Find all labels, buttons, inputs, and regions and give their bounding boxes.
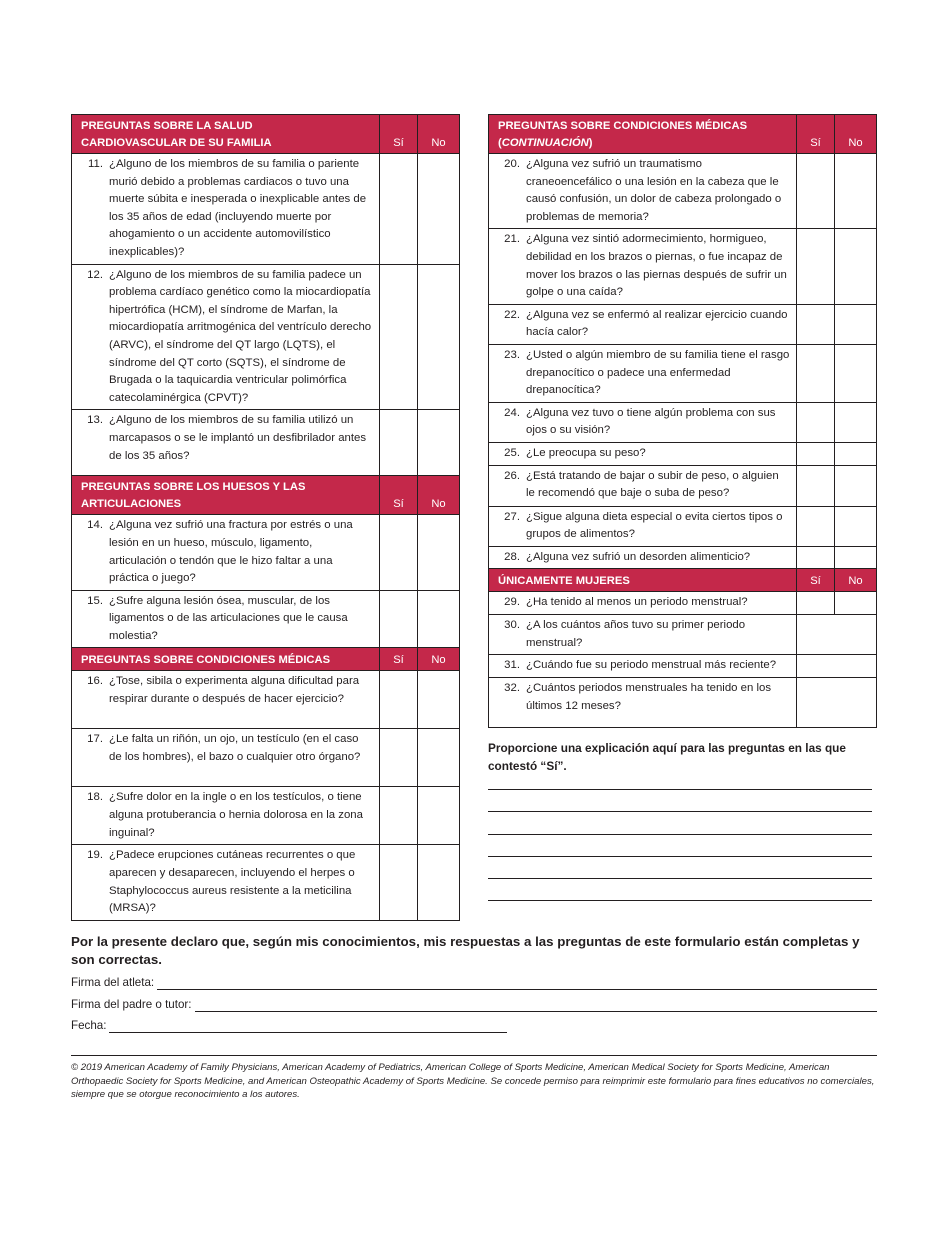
yes-checkbox[interactable] [797, 465, 835, 506]
question-row [489, 465, 877, 506]
question-row [489, 506, 877, 546]
question-row [72, 154, 460, 265]
question-text: ¿Sigue alguna dieta especial o evita ciertos tipos o grupos de alimentos? [526, 510, 783, 541]
question-number: 15. [87, 594, 103, 607]
yes-checkbox[interactable] [380, 515, 418, 590]
parent-signature-row [71, 998, 877, 1012]
section-header-cardio [72, 115, 460, 154]
no-header: No [418, 115, 460, 154]
question-number: 22. [504, 308, 520, 321]
no-header: No [835, 115, 877, 154]
question-number: 16. [87, 675, 103, 688]
copyright-notice: © 2019 American Academy of Family Physicians, American Academy of Pediatrics, American College of Sports Medicine, American Medical Society for Sports Medicine, American Orthopaedic Society for Sports Medicine, and American Osteopathic Academy of Sports Medicine. Se concede permiso para reimprimir este formulario para fines educativos no comerciales, siempre que se otorgue reconocimiento a los autores. [71, 1062, 875, 1101]
explanation-lines[interactable] [488, 789, 872, 923]
no-checkbox[interactable] [418, 590, 460, 648]
no-checkbox[interactable] [418, 154, 460, 265]
question-number: 20. [504, 158, 520, 170]
question-text: ¿Le preocupa su peso? [526, 446, 646, 459]
yes-checkbox[interactable] [797, 442, 835, 465]
question-text: ¿Alguno de los miembros de su familia utilizó un marcapasos o se le implantó un desfibrilador antes de los 35 años? [109, 414, 367, 462]
yes-checkbox[interactable] [797, 154, 835, 229]
right-questions-table [488, 114, 877, 728]
yes-checkbox[interactable] [380, 671, 418, 729]
question-text: ¿Cuántos periodos menstruales ha tenido en los últimos 12 meses? [526, 682, 772, 713]
section-title: PREGUNTAS SOBRE CONDICIONES MÉDICAS [72, 648, 380, 671]
question-text: ¿Sufre alguna lesión ósea, muscular, de los ligamentos o de las articulaciones que le causa molestia? [109, 594, 348, 642]
no-header: No [835, 569, 877, 592]
answer-field[interactable] [797, 655, 877, 678]
question-text: ¿Alguno de los miembros de su familia o pariente murió debido a problemas cardiacos o tuvo una muerte súbita e inesperada o inexplicable antes de los 35 años de edad (incluyendo muerte por ahogamiento o un accidente automovilístico inexplicables)? [109, 158, 367, 258]
question-number: 32. [504, 682, 520, 695]
section-header-medical-continued [489, 115, 877, 154]
question-number: 11. [88, 158, 103, 170]
no-checkbox[interactable] [835, 465, 877, 506]
explanation-line[interactable] [488, 789, 872, 790]
athlete-signature-label: Firma del atleta: [71, 976, 155, 989]
yes-checkbox[interactable] [797, 592, 835, 615]
yes-checkbox[interactable] [380, 410, 418, 476]
no-checkbox[interactable] [835, 442, 877, 465]
footer-divider [71, 1055, 877, 1056]
no-checkbox[interactable] [418, 845, 460, 920]
yes-header: Sí [797, 115, 835, 154]
question-text: ¿Está tratando de bajar o subir de peso, o alguien le recomendó que baje o suba de peso? [526, 469, 779, 500]
question-row [72, 787, 460, 845]
no-checkbox[interactable] [418, 515, 460, 590]
question-row [489, 615, 877, 655]
question-text: ¿Alguna vez se enfermó al realizar ejercicio cuando hacía calor? [526, 308, 788, 339]
question-number: 25. [504, 446, 520, 459]
no-checkbox[interactable] [418, 787, 460, 845]
question-number: 21. [504, 233, 520, 246]
question-row [489, 592, 877, 615]
question-row [72, 729, 460, 787]
declaration-text: Por la presente declaro que, según mis conocimientos, mis respuestas a las preguntas de este formulario están completas y son correctas. [71, 934, 860, 967]
left-questions-table [71, 114, 460, 921]
yes-checkbox[interactable] [797, 229, 835, 304]
question-row [489, 402, 877, 442]
yes-checkbox[interactable] [797, 402, 835, 442]
question-row [72, 671, 460, 729]
question-row [72, 410, 460, 476]
answer-field[interactable] [797, 678, 877, 728]
date-label: Fecha: [71, 1019, 107, 1032]
yes-checkbox[interactable] [380, 787, 418, 845]
question-text: ¿Alguna vez sufrió una fractura por estrés o una lesión en un hueso, músculo, ligamento, articulación o tendón que le hizo faltar a una práctica o juego? [109, 519, 353, 585]
section-title-text: PREGUNTAS SOBRE CONDICIONES MÉDICAS [498, 120, 748, 132]
question-row [489, 344, 877, 402]
no-header: No [418, 476, 460, 515]
answer-field[interactable] [797, 615, 877, 655]
question-number: 18. [87, 791, 103, 804]
section-header-women [489, 569, 877, 592]
parent-signature-line[interactable] [195, 1000, 877, 1012]
question-row [72, 264, 460, 410]
question-text: ¿Alguno de los miembros de su familia padece un problema cardíaco genético como la miocardiopatía hipertrófica (HCM), el síndrome de Marfan, la miocardiopatía arritmogénica del ventrículo derecho (ARVC), el síndrome del QT largo (LQTS), el síndrome del QT corto (SQTS), el síndrome de Brugada o la taquicardia ventricular polimórfica catecolaminérgica (CPVT)? [109, 268, 372, 404]
no-checkbox[interactable] [418, 729, 460, 787]
yes-checkbox[interactable] [797, 344, 835, 402]
question-number: 23. [504, 348, 520, 361]
yes-checkbox[interactable] [797, 506, 835, 546]
section-title: PREGUNTAS SOBRE LA SALUD CARDIOVASCULAR DE SU FAMILIA [72, 115, 380, 154]
yes-checkbox[interactable] [380, 264, 418, 410]
left-questions-column [71, 114, 460, 921]
question-row [489, 229, 877, 304]
no-checkbox[interactable] [835, 546, 877, 569]
explanation-line[interactable] [488, 856, 872, 857]
question-row [489, 442, 877, 465]
question-number: 14. [87, 519, 103, 532]
question-number: 31. [504, 659, 520, 672]
explanation-line[interactable] [488, 900, 872, 901]
question-text: ¿Le falta un riñón, un ojo, un testículo (en el caso de los hombres), el bazo o cualquier otro órgano? [109, 733, 361, 764]
section-header-bones [72, 476, 460, 515]
question-row [72, 515, 460, 590]
question-number: 17. [87, 733, 103, 746]
question-text: ¿Tose, sibila o experimenta alguna dificultad para respirar durante o después de hacer ejercicio? [109, 675, 360, 706]
question-text: ¿Ha tenido al menos un periodo menstrual? [526, 596, 748, 609]
question-number: 28. [504, 550, 520, 563]
question-number: 27. [504, 510, 520, 523]
question-row [489, 304, 877, 344]
question-text: ¿Alguna vez sufrió un desorden alimenticio? [526, 550, 751, 563]
explanation-line[interactable] [488, 878, 872, 879]
parent-signature-label: Firma del padre o tutor: [71, 998, 192, 1011]
yes-header: Sí [380, 648, 418, 671]
section-title: PREGUNTAS SOBRE CONDICIONES MÉDICAS (CONTINUACIÓN) [489, 115, 797, 154]
question-text: ¿Sufre dolor en la ingle o en los testículos, o tiene alguna protuberancia o hernia dolorosa en la zona inguinal? [109, 791, 363, 839]
no-checkbox[interactable] [418, 264, 460, 410]
athlete-signature-row [71, 976, 877, 990]
no-checkbox[interactable] [418, 410, 460, 476]
question-row [72, 590, 460, 648]
question-row [489, 546, 877, 569]
question-row [489, 655, 877, 678]
question-number: 13. [87, 414, 103, 427]
yes-header: Sí [380, 115, 418, 154]
question-row [489, 678, 877, 728]
yes-checkbox[interactable] [380, 590, 418, 648]
yes-checkbox[interactable] [380, 154, 418, 265]
yes-checkbox[interactable] [797, 546, 835, 569]
date-line[interactable] [109, 1021, 507, 1033]
no-checkbox[interactable] [835, 592, 877, 615]
explanation-line[interactable] [488, 834, 872, 835]
question-text: ¿Alguna vez sufrió un traumatismo craneoencefálico o una lesión en la cabeza que le causó confusión, un dolor de cabeza prolongado o problemas de memoria? [526, 158, 782, 223]
question-text: ¿Alguna vez tuvo o tiene algún problema con sus ojos o su visión? [526, 406, 776, 437]
no-checkbox[interactable] [418, 671, 460, 729]
question-text: ¿A los cuántos años tuvo su primer periodo menstrual? [526, 619, 746, 649]
section-title: ÚNICAMENTE MUJERES [489, 569, 797, 592]
no-checkbox[interactable] [835, 344, 877, 402]
no-header: No [418, 648, 460, 671]
question-text: ¿Usted o algún miembro de su familia tiene el rasgo drepanocítico o padece una enfermedad drepanocítica? [526, 348, 790, 397]
question-text: ¿Cuándo fue su periodo menstrual más reciente? [526, 659, 777, 672]
no-checkbox[interactable] [835, 229, 877, 304]
question-text: ¿Alguna vez sintió adormecimiento, hormigueo, debilidad en los brazos o piernas, o fue incapaz de mover los brazos o las piernas después de sufrir un golpe o una caída? [526, 233, 787, 299]
question-row [489, 154, 877, 229]
yes-header: Sí [380, 476, 418, 515]
question-number: 26. [504, 469, 520, 482]
question-number: 12. [87, 268, 103, 281]
athlete-signature-line[interactable] [157, 978, 877, 990]
yes-checkbox[interactable] [380, 845, 418, 920]
explanation-prompt: Proporcione una explicación aquí para las preguntas en las que contestó “Sí”. [488, 741, 846, 773]
right-questions-column [488, 114, 877, 728]
no-checkbox[interactable] [835, 506, 877, 546]
yes-header: Sí [797, 569, 835, 592]
question-number: 19. [87, 849, 103, 862]
question-number: 29. [504, 596, 520, 609]
question-number: 24. [504, 406, 520, 419]
question-row [72, 845, 460, 920]
no-checkbox[interactable] [835, 154, 877, 229]
yes-checkbox[interactable] [380, 729, 418, 787]
section-title: PREGUNTAS SOBRE LOS HUESOS Y LAS ARTICULACIONES [72, 476, 380, 515]
yes-checkbox[interactable] [797, 304, 835, 344]
section-header-medical [72, 648, 460, 671]
question-text: ¿Padece erupciones cutáneas recurrentes o que aparecen y desaparecen, incluyendo el herpes o Staphylococcus aureus resistente a la meticilina (MRSA)? [109, 849, 356, 915]
date-row [71, 1019, 507, 1033]
question-number: 30. [504, 619, 520, 632]
no-checkbox[interactable] [835, 402, 877, 442]
explanation-line[interactable] [488, 811, 872, 812]
no-checkbox[interactable] [835, 304, 877, 344]
section-title-continued: CONTINUACIÓN [501, 136, 589, 149]
